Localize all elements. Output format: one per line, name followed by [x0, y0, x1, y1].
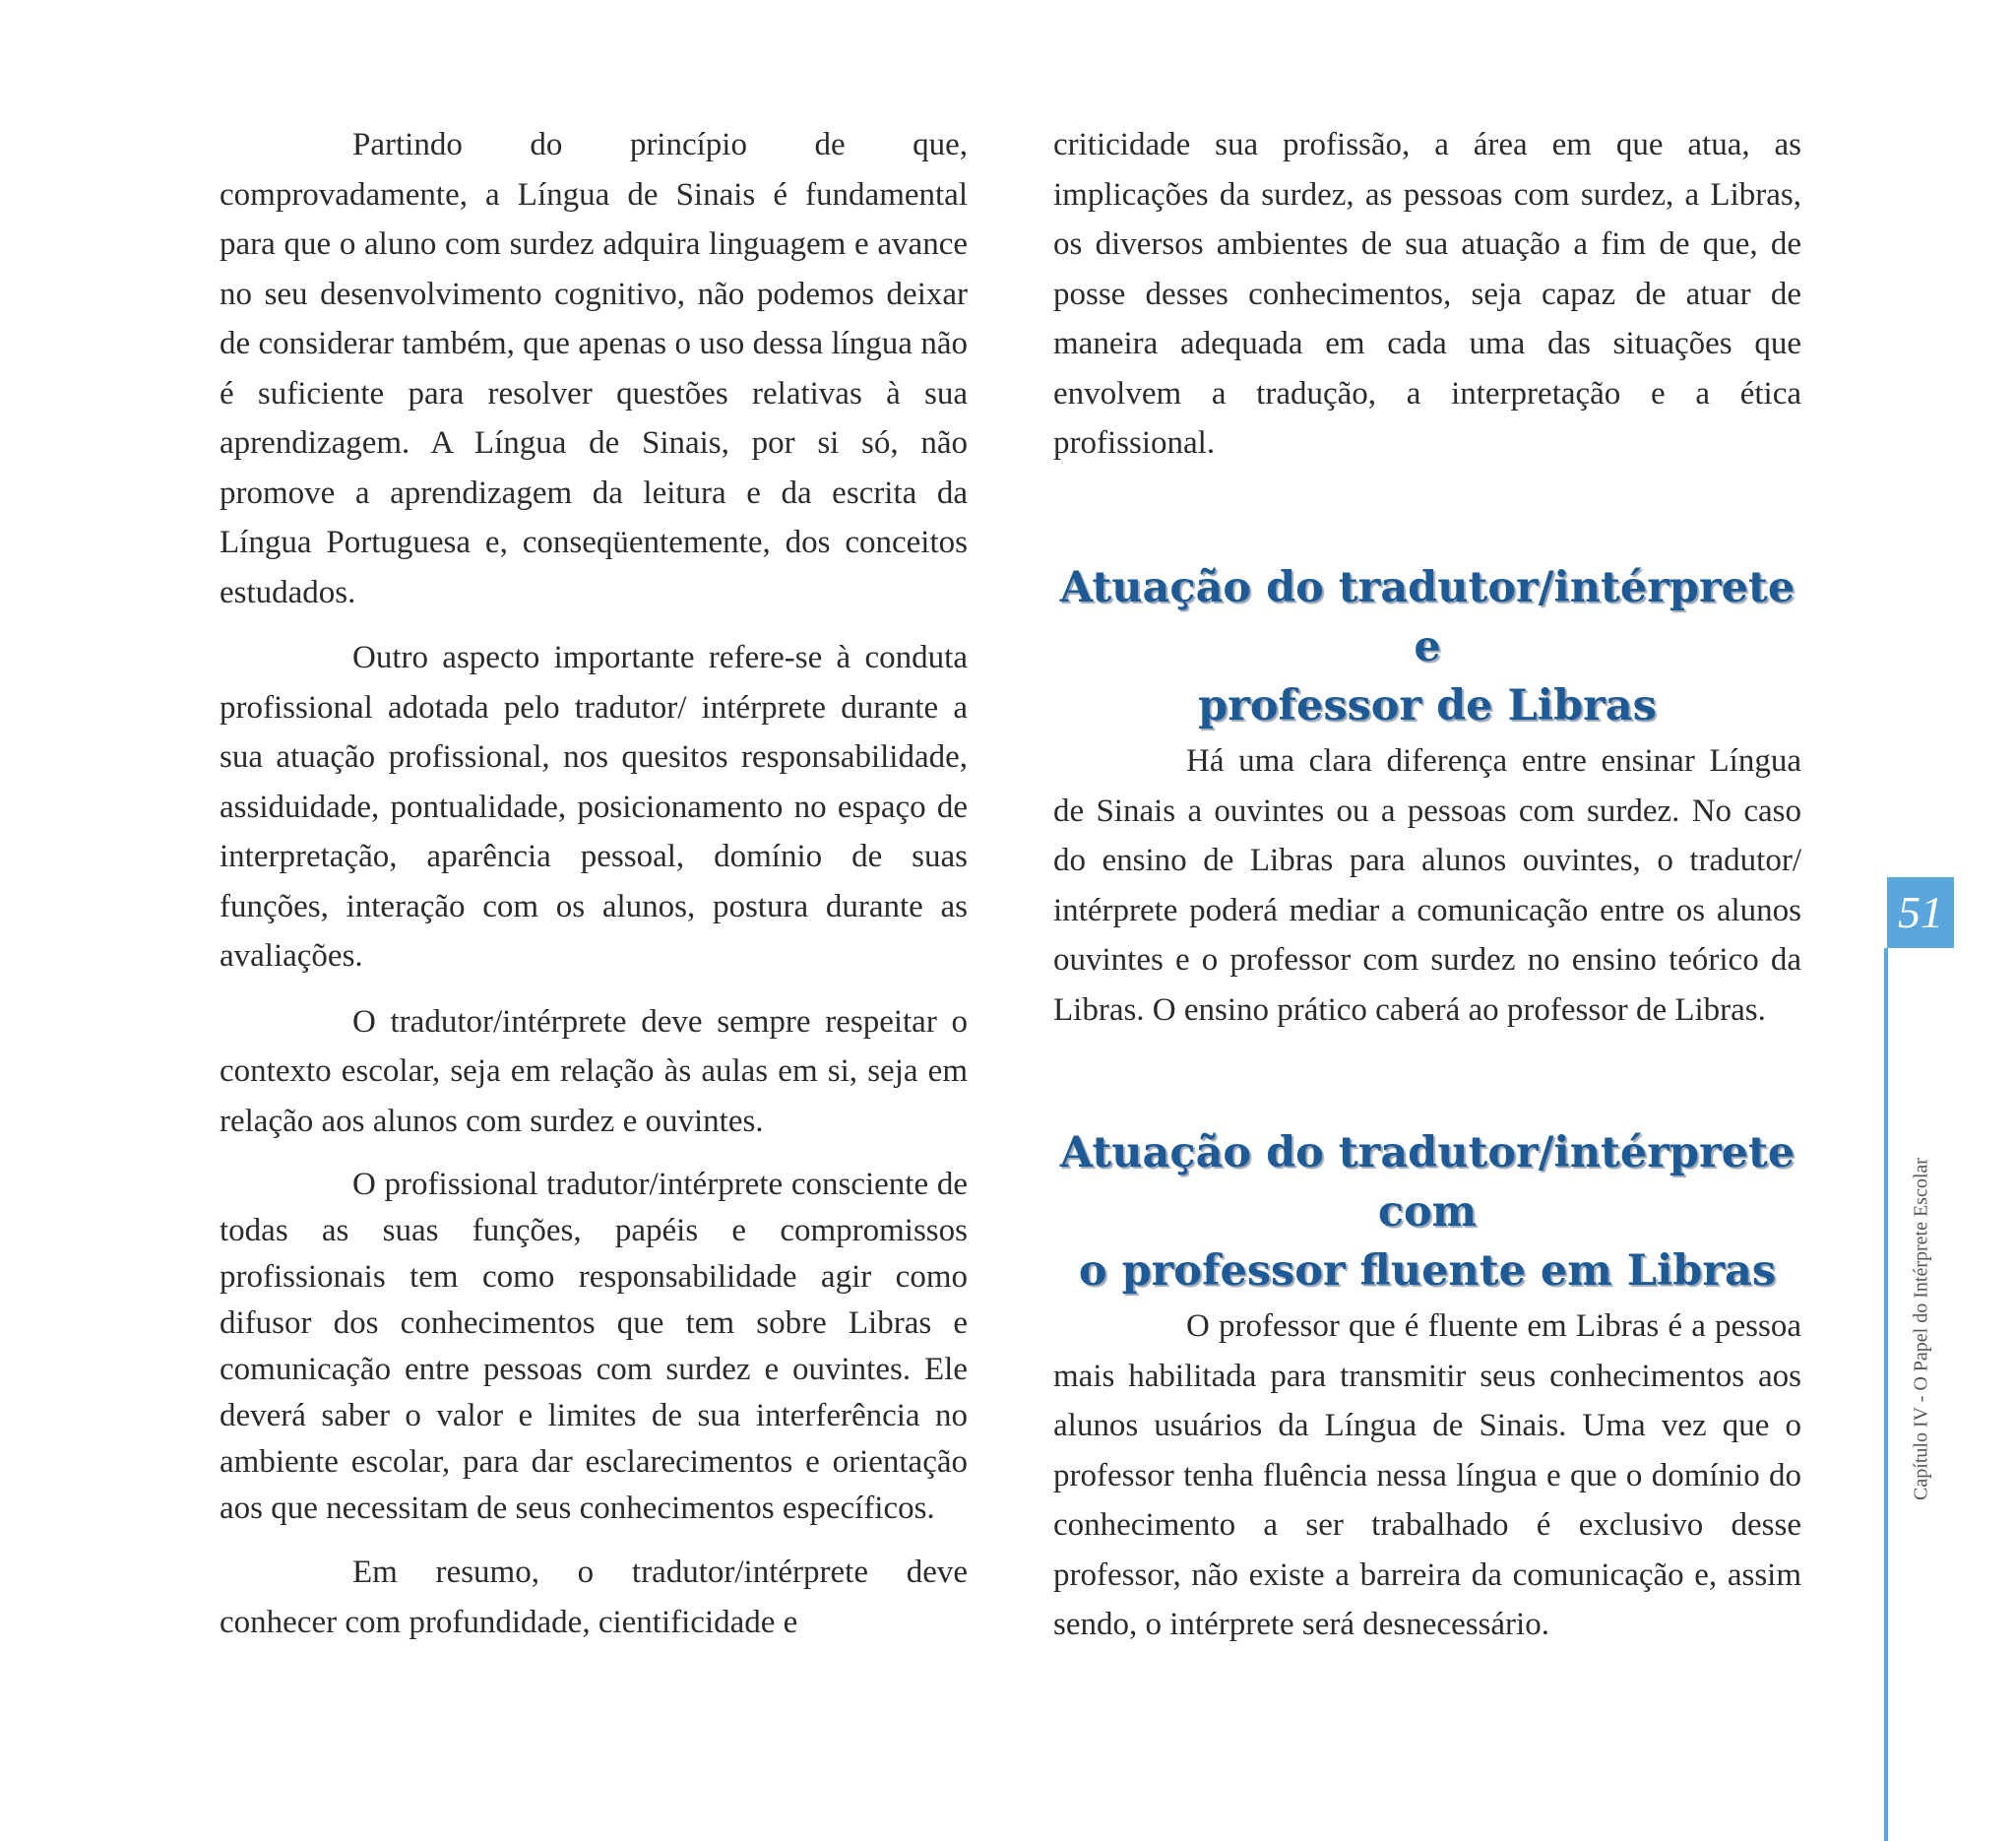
paragraph-summary: Em resumo, o tradutor/intérprete deve conhecer com profundidade, cientificidade e — [220, 1555, 968, 1640]
right-text-column-b — [1053, 736, 1801, 1050]
section-heading-fluent-teacher — [1053, 1123, 1801, 1301]
paragraph-school-context: O tradutor/intérprete deve sempre respeitar o contexto escolar, seja em relação às aulas em si, seja em relação aos alunos com surdez e ouvintes. — [220, 1003, 968, 1139]
right-text-column-c — [1053, 1301, 1801, 1666]
right-text-column — [1053, 120, 1801, 484]
section-heading-translator-and-teacher — [1053, 558, 1801, 735]
chapter-running-header: Capítulo IV - O Papel do Intérprete Escolar — [1910, 1158, 1932, 1500]
section-heading-2-line-2: o professor fluente em Libras — [1078, 1246, 1777, 1296]
paragraph-fluent-teacher: O professor que é fluente em Libras é a pessoa mais habilitada para transmitir seus conhecimentos aos alunos usuários da Língua de Sinais. Uma vez que o professor tenha fluência nessa língua e que o domínio do conhecimento a ser trabalhado é exclusivo desse professor, não existe a barreira da comunicação e, assim sendo, o intérprete será desnecessário. — [1053, 1308, 1801, 1642]
section-heading-1-line-2: professor de Libras — [1198, 681, 1657, 730]
paragraph-criticality: criticidade sua profissão, a área em que atua, as implicações da surdez, as pessoas com surdez, a Libras, os diversos ambientes de sua atuação a fim de que, de posse desses conhecimentos, seja capaz de atuar de maneira adequada em cada uma das situações que envolvem a tradução, a interpretação e a ética profissional. — [1053, 127, 1801, 461]
paragraph-conscious-professional: O profissional tradutor/intérprete consciente de todas as suas funções, papéis e compromissos profissionais tem como responsabilidade agir como difusor dos conhecimentos que tem sobre Libras e comunicação entre pessoas com surdez e ouvintes. Ele deverá saber o valor e limites de sua interferência no ambiente escolar, para dar esclarecimentos e orientação aos que necessitam de seus conhecimentos específicos. — [220, 1167, 968, 1526]
side-accent-rule — [1884, 948, 1888, 1841]
page-number-badge: 51 — [1887, 877, 1954, 948]
paragraph-professional-conduct: Outro aspecto importante refere-se à conduta profissional adotada pelo tradutor/ intérprete durante a sua atuação profissional, nos quesitos responsabilidade, assiduidade, pontualidade, posicionamento no espaço de interpretação, aparência pessoal, domínio de suas funções, interação com os alunos, postura durante as avaliações. — [220, 640, 968, 974]
section-heading-2-line-1: Atuação do tradutor/intérprete com — [1059, 1128, 1796, 1237]
section-heading-1-line-1: Atuação do tradutor/intérprete e — [1059, 563, 1796, 671]
paragraph-language-of-signs: Partindo do princípio de que, comprovadamente, a Língua de Sinais é fundamental para que o aluno com surdez adquira linguagem e avance no seu desenvolvimento cognitivo, não podemos deixar de considerar também, que apenas o uso dessa língua não é suficiente para resolver questões relativas à sua aprendizagem. A Língua de Sinais, por si só, não promove a aprendizagem da leitura e da escrita da Língua Portuguesa e, conseqüentemente, dos conceitos estudados. — [220, 127, 968, 610]
left-text-column — [220, 120, 968, 1663]
paragraph-teaching-difference: Há uma clara diferença entre ensinar Língua de Sinais a ouvintes ou a pessoas com surdez. No caso do ensino de Libras para alunos ouvintes, o tradutor/ intérprete poderá mediar a comunicação entre os alunos ouvintes e o professor com surdez no ensino teórico da Libras. O ensino prático caberá ao professor de Libras. — [1053, 743, 1801, 1028]
